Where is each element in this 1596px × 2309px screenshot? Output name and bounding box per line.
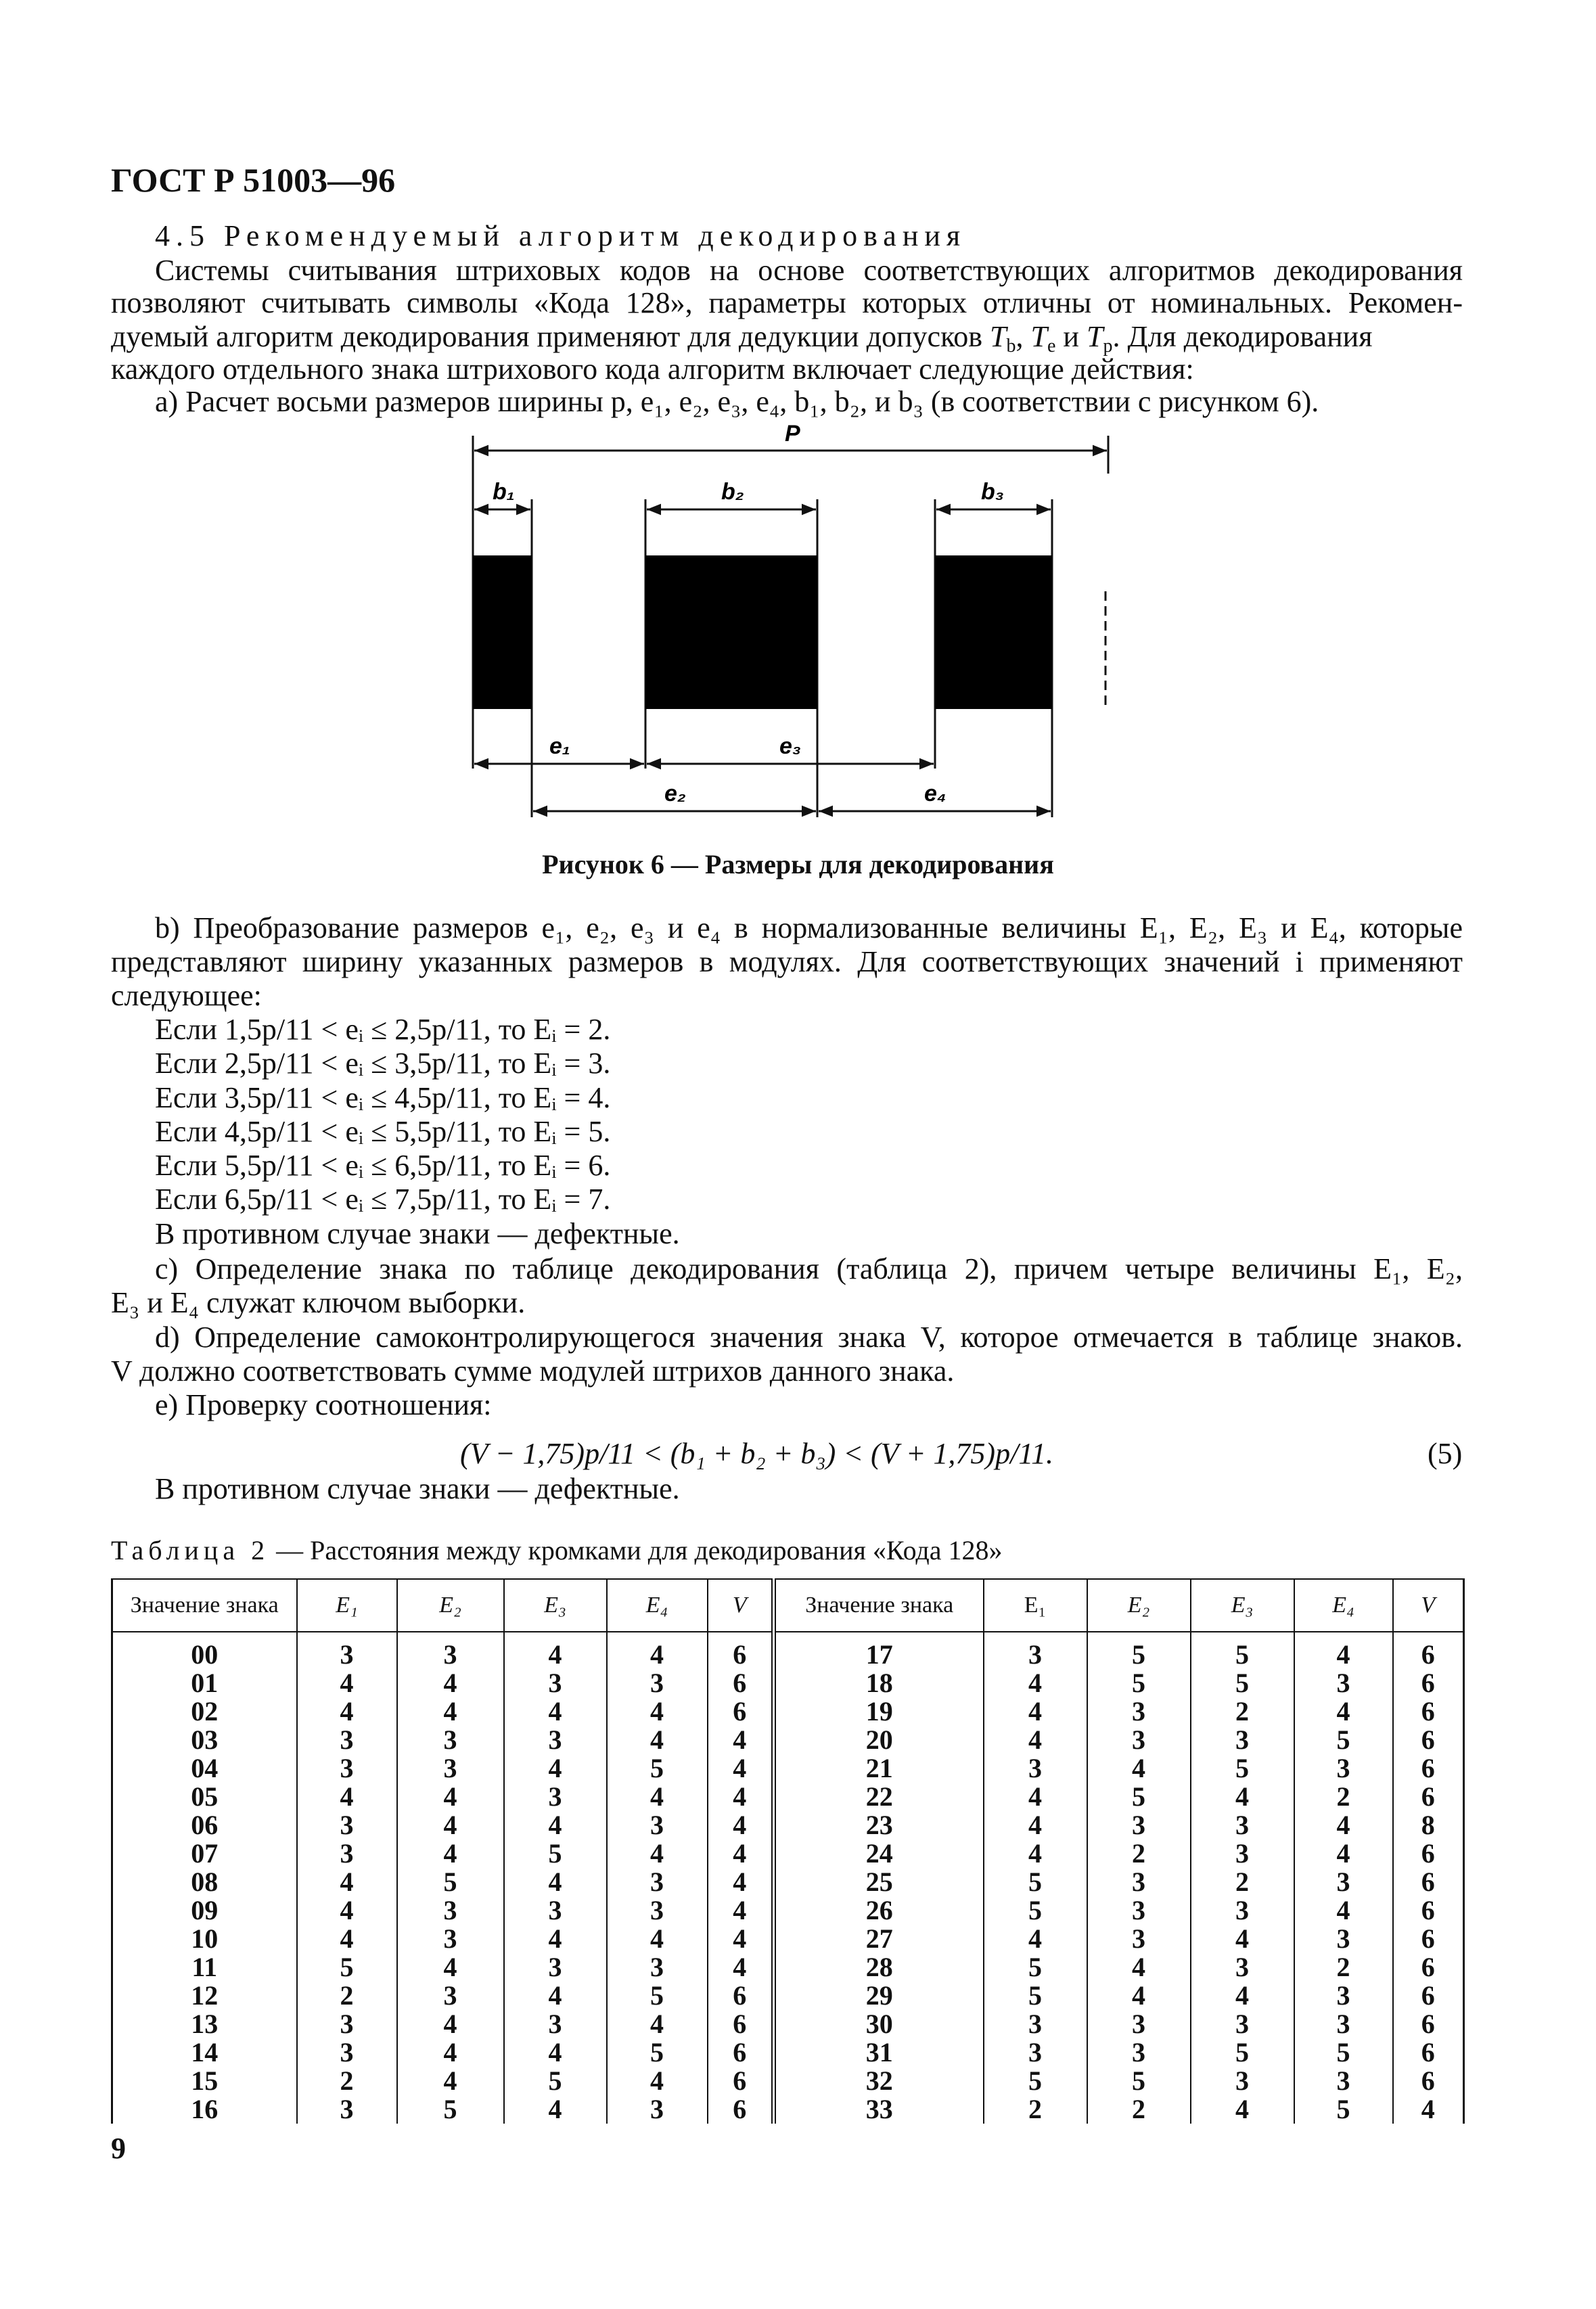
cell-e1: 4	[297, 1868, 397, 1896]
intro-line: позволяют считывать символы «Кода 128», параметры которых отличны от номинальных. Рекомен-	[111, 286, 1463, 319]
label-e4: e₄	[924, 781, 947, 806]
cell-e4: 5	[1294, 2038, 1393, 2067]
cell-e1: 2	[984, 2095, 1087, 2124]
cell-e2: 3	[397, 1982, 504, 2010]
cell-v: 6	[708, 1669, 774, 1697]
cell-e4: 4	[607, 2067, 708, 2095]
cell-v: 4	[708, 1925, 774, 1953]
cell-symbol-value: 25	[774, 1868, 984, 1896]
cell-e2: 4	[397, 2010, 504, 2038]
cell-e2: 3	[397, 1754, 504, 1783]
cell-v: 6	[708, 2010, 774, 2038]
cell-e3: 4	[1191, 1925, 1294, 1953]
cell-e3: 4	[504, 2095, 607, 2124]
table-row	[112, 1726, 1464, 1754]
cell-v: 4	[708, 1953, 774, 1982]
cell-e4: 5	[607, 1754, 708, 1783]
cell-e1: 4	[984, 1783, 1087, 1811]
header-e1: E₁	[984, 1579, 1087, 1632]
cell-e4: 5	[1294, 1726, 1393, 1754]
cell-symbol-value: 21	[774, 1754, 984, 1783]
cell-e1: 4	[297, 1697, 397, 1726]
cell-e4: 3	[607, 1953, 708, 1982]
table-body	[112, 1632, 1464, 2124]
step-c-line: с) Определение знака по таблице декодирования (таблица 2), причем четыре величины E₁, E₂,	[155, 1252, 1463, 1285]
table-row	[112, 1839, 1464, 1868]
cell-symbol-value: 26	[774, 1896, 984, 1925]
cell-symbol-value: 32	[774, 2067, 984, 2095]
cell-e4: 2	[1294, 1783, 1393, 1811]
header-e2: E₂	[397, 1579, 504, 1632]
header-e1: E₁	[297, 1579, 397, 1632]
table-caption	[111, 1533, 1003, 1568]
cell-e1: 3	[297, 1811, 397, 1839]
cell-v: 6	[708, 2095, 774, 2124]
cell-e3: 3	[504, 1953, 607, 1982]
cell-e4: 3	[607, 1868, 708, 1896]
table-caption-text: — Расстояния между кромками для декодирования «Кода 128»	[269, 1535, 1003, 1565]
cell-e3: 5	[1191, 1632, 1294, 1669]
label-e2: e₂	[664, 781, 686, 806]
cell-symbol-value: 15	[112, 2067, 297, 2095]
cell-e4: 3	[1294, 2067, 1393, 2095]
step-b-line: представляют ширину указанных размеров в модулях. Для соответствующих значений i применяют	[111, 945, 1463, 978]
cell-v: 6	[1393, 2067, 1464, 2095]
figure-6-decoding-dimensions	[0, 406, 1596, 839]
cell-e1: 4	[984, 1726, 1087, 1754]
cell-v: 6	[708, 2038, 774, 2067]
var-t: T	[1086, 320, 1103, 353]
cell-e4: 5	[1294, 2095, 1393, 2124]
cell-v: 4	[708, 1868, 774, 1896]
cell-e1: 5	[984, 1982, 1087, 2010]
cell-e1: 4	[984, 1811, 1087, 1839]
cell-e2: 5	[1087, 1669, 1191, 1697]
cell-e1: 3	[297, 1754, 397, 1783]
cell-v: 6	[1393, 1982, 1464, 2010]
cell-e4: 3	[1294, 1754, 1393, 1783]
cell-v: 6	[708, 1632, 774, 1669]
cell-e4: 4	[1294, 1632, 1393, 1669]
cell-e2: 4	[1087, 1982, 1191, 2010]
cell-e3: 5	[504, 2067, 607, 2095]
step-a: а) Расчет восьми размеров ширины p, e₁, e₂, e₃, e₄, b₁, b₂, и b₃ (в соответствии с рисунком 6).	[155, 385, 1319, 418]
cell-e4: 3	[1294, 1982, 1393, 2010]
cell-symbol-value: 16	[112, 2095, 297, 2124]
label-b3: b₃	[981, 479, 1004, 505]
cell-e1: 3	[984, 2038, 1087, 2067]
cell-v: 6	[1393, 1754, 1464, 1783]
cell-e3: 5	[1191, 1669, 1294, 1697]
cell-e3: 4	[1191, 2095, 1294, 2124]
rule-line: Если 1,5p/11 < eᵢ ≤ 2,5p/11, то Eᵢ = 2.	[155, 1013, 611, 1046]
cell-v: 6	[1393, 1669, 1464, 1697]
cell-e2: 3	[1087, 2010, 1191, 2038]
cell-e3: 4	[504, 1697, 607, 1726]
document-id: ГОСТ Р 51003—96	[111, 161, 396, 199]
cell-e1: 5	[984, 1953, 1087, 1982]
cell-e2: 4	[1087, 1754, 1191, 1783]
cell-e2: 5	[1087, 2067, 1191, 2095]
cell-e3: 3	[1191, 1896, 1294, 1925]
cell-e4: 3	[1294, 1925, 1393, 1953]
table-row	[112, 1925, 1464, 1953]
header-v: V	[1393, 1579, 1464, 1632]
cell-e4: 3	[607, 1811, 708, 1839]
table-row	[112, 2067, 1464, 2095]
cell-e1: 3	[984, 1754, 1087, 1783]
cell-e3: 4	[504, 2038, 607, 2067]
label-e3: e₃	[779, 733, 802, 759]
cell-v: 6	[708, 1982, 774, 2010]
cell-e1: 4	[984, 1697, 1087, 1726]
rule-line: Если 3,5p/11 < eᵢ ≤ 4,5p/11, то Eᵢ = 4.	[155, 1081, 611, 1114]
cell-e3: 3	[1191, 1726, 1294, 1754]
otherwise-line: В противном случае знаки — дефектные.	[155, 1472, 680, 1505]
cell-symbol-value: 04	[112, 1754, 297, 1783]
cell-v: 6	[1393, 1953, 1464, 1982]
cell-v: 6	[1393, 1726, 1464, 1754]
table-row	[112, 1754, 1464, 1783]
cell-e3: 4	[504, 1811, 607, 1839]
cell-e4: 5	[607, 1982, 708, 2010]
step-d-line: V должно соответствовать сумме модулей штрихов данного знака.	[111, 1354, 955, 1388]
table-caption-label: Таблица 2	[111, 1535, 270, 1565]
cell-e3: 4	[1191, 1783, 1294, 1811]
cell-e4: 4	[607, 1632, 708, 1669]
cell-symbol-value: 23	[774, 1811, 984, 1839]
cell-e3: 4	[504, 1754, 607, 1783]
cell-e2: 3	[1087, 1697, 1191, 1726]
cell-e4: 3	[1294, 2010, 1393, 2038]
cell-e1: 3	[297, 1726, 397, 1754]
label-b1: b₁	[493, 479, 515, 505]
cell-e1: 3	[297, 1839, 397, 1868]
table-row	[112, 2095, 1464, 2124]
cell-e4: 4	[607, 1839, 708, 1868]
cell-symbol-value: 20	[774, 1726, 984, 1754]
header-e3: E₃	[1191, 1579, 1294, 1632]
cell-e2: 3	[397, 1925, 504, 1953]
step-c-line: E₃ и E₄ служат ключом выборки.	[111, 1286, 526, 1319]
header-e4: E₄	[1294, 1579, 1393, 1632]
cell-e4: 3	[607, 1669, 708, 1697]
table-row	[112, 1669, 1464, 1697]
table-row	[112, 1896, 1464, 1925]
cell-symbol-value: 02	[112, 1697, 297, 1726]
cell-symbol-value: 00	[112, 1632, 297, 1669]
cell-e4: 4	[607, 1783, 708, 1811]
cell-v: 6	[708, 1697, 774, 1726]
cell-symbol-value: 24	[774, 1839, 984, 1868]
step-e-line: е) Проверку соотношения:	[155, 1388, 492, 1421]
cell-e3: 3	[504, 2010, 607, 2038]
cell-e1: 4	[297, 1925, 397, 1953]
cell-symbol-value: 30	[774, 2010, 984, 2038]
var-t: T	[1030, 320, 1047, 353]
step-d-line: d) Определение самоконтролирующегося значения знака V, которое отмечается в таблице знаков.	[155, 1321, 1463, 1354]
cell-e3: 4	[504, 1868, 607, 1896]
cell-e3: 4	[504, 1982, 607, 2010]
cell-e2: 3	[397, 1632, 504, 1669]
cell-e1: 5	[984, 2067, 1087, 2095]
cell-v: 6	[1393, 1697, 1464, 1726]
cell-v: 6	[1393, 1868, 1464, 1896]
cell-e3: 4	[504, 1925, 607, 1953]
cell-symbol-value: 29	[774, 1982, 984, 2010]
cell-e2: 3	[1087, 1868, 1191, 1896]
label-b2: b₂	[721, 479, 744, 505]
page-number: 9	[111, 2132, 126, 2165]
cell-e2: 3	[397, 1726, 504, 1754]
cell-e1: 5	[984, 1896, 1087, 1925]
cell-e2: 5	[397, 2095, 504, 2124]
cell-e2: 3	[1087, 1726, 1191, 1754]
cell-e3: 5	[1191, 1754, 1294, 1783]
cell-e2: 3	[1087, 1811, 1191, 1839]
cell-symbol-value: 18	[774, 1669, 984, 1697]
cell-e3: 3	[1191, 2010, 1294, 2038]
header-e4: E₄	[607, 1579, 708, 1632]
cell-e2: 2	[1087, 2095, 1191, 2124]
cell-e1: 3	[984, 1632, 1087, 1669]
cell-e3: 5	[1191, 2038, 1294, 2067]
cell-e2: 4	[397, 1783, 504, 1811]
cell-e2: 3	[1087, 2038, 1191, 2067]
cell-e1: 5	[984, 1868, 1087, 1896]
cell-v: 4	[708, 1896, 774, 1925]
cell-e2: 4	[397, 2067, 504, 2095]
cell-v: 6	[1393, 2010, 1464, 2038]
table-header-row	[112, 1579, 1464, 1632]
intro-line	[111, 319, 1463, 355]
cell-v: 4	[708, 1726, 774, 1754]
cell-v: 8	[1393, 1811, 1464, 1839]
cell-e2: 3	[397, 1896, 504, 1925]
cell-v: 6	[1393, 2038, 1464, 2067]
cell-v: 6	[1393, 1783, 1464, 1811]
decoding-table	[111, 1578, 1465, 2124]
cell-e4: 4	[607, 2010, 708, 2038]
cell-e3: 3	[504, 1726, 607, 1754]
cell-e4: 4	[607, 1726, 708, 1754]
cell-symbol-value: 01	[112, 1669, 297, 1697]
cell-e3: 3	[1191, 2067, 1294, 2095]
bar-2	[645, 555, 817, 709]
cell-e2: 5	[397, 1868, 504, 1896]
cell-e1: 4	[297, 1669, 397, 1697]
cell-e1: 4	[297, 1783, 397, 1811]
intro-line: каждого отдельного знака штрихового кода алгоритм включает следующие действия:	[111, 352, 1194, 386]
cell-e1: 3	[297, 1632, 397, 1669]
cell-symbol-value: 27	[774, 1925, 984, 1953]
intro-text: дуемый алгоритм декодирования применяют для дедукции допусков	[111, 320, 990, 353]
figure-caption: Рисунок 6 — Размеры для декодирования	[542, 849, 1054, 879]
otherwise-line: В противном случае знаки — дефектные.	[155, 1217, 680, 1250]
cell-e2: 4	[1087, 1953, 1191, 1982]
cell-symbol-value: 10	[112, 1925, 297, 1953]
cell-e3: 4	[1191, 1982, 1294, 2010]
cell-e3: 5	[504, 1839, 607, 1868]
cell-e2: 4	[397, 2038, 504, 2067]
table-row	[112, 1953, 1464, 1982]
cell-symbol-value: 33	[774, 2095, 984, 2124]
cell-e2: 4	[397, 1669, 504, 1697]
intro-rest: . Для декодирования	[1112, 320, 1373, 353]
cell-e4: 4	[1294, 1697, 1393, 1726]
table-row	[112, 1982, 1464, 2010]
cell-e3: 3	[504, 1783, 607, 1811]
cell-e4: 3	[607, 1896, 708, 1925]
cell-e1: 2	[297, 1982, 397, 2010]
step-b-line: следующее:	[111, 979, 262, 1012]
sub-p: p	[1103, 336, 1113, 357]
cell-symbol-value: 09	[112, 1896, 297, 1925]
cell-e1: 4	[984, 1669, 1087, 1697]
cell-v: 6	[1393, 1632, 1464, 1669]
rule-line: Если 6,5p/11 < eᵢ ≤ 7,5p/11, то Eᵢ = 7.	[155, 1183, 611, 1216]
cell-e2: 3	[1087, 1896, 1191, 1925]
label-e1: e₁	[549, 733, 570, 759]
cell-symbol-value: 05	[112, 1783, 297, 1811]
cell-e4: 4	[607, 1925, 708, 1953]
cell-e1: 4	[984, 1839, 1087, 1868]
cell-e4: 4	[1294, 1839, 1393, 1868]
bar-1	[473, 555, 532, 709]
cell-e3: 3	[504, 1669, 607, 1697]
header-e2: E₂	[1087, 1579, 1191, 1632]
bar-3	[935, 555, 1052, 709]
header-e3: E₃	[504, 1579, 607, 1632]
intro-line: Системы считывания штриховых кодов на основе соответствующих алгоритмов декодирования	[155, 254, 1463, 287]
cell-e4: 4	[607, 1697, 708, 1726]
var-t: T	[990, 320, 1007, 353]
cell-e1: 4	[297, 1896, 397, 1925]
cell-v: 4	[708, 1754, 774, 1783]
cell-e4: 4	[1294, 1811, 1393, 1839]
cell-symbol-value: 11	[112, 1953, 297, 1982]
cell-v: 6	[1393, 1839, 1464, 1868]
cell-symbol-value: 07	[112, 1839, 297, 1868]
formula-5: (V − 1,75)p/11 < (b₁ + b₂ + b₃) < (V + 1,75)p/11.	[460, 1437, 1054, 1470]
cell-symbol-value: 12	[112, 1982, 297, 2010]
section-title: 4.5 Рекомендуемый алгоритм декодирования	[155, 219, 967, 252]
cell-e2: 5	[1087, 1783, 1191, 1811]
sub-e: e	[1047, 336, 1056, 357]
cell-v: 4	[708, 1811, 774, 1839]
cell-v: 6	[1393, 1925, 1464, 1953]
cell-e4: 5	[607, 2038, 708, 2067]
cell-e2: 4	[397, 1697, 504, 1726]
equation-number: (5)	[1428, 1437, 1463, 1470]
step-b-line: b) Преобразование размеров e₁, e₂, e₃ и e₄ в нормализованные величины E₁, E₂, E₃ и E₄, которые	[155, 911, 1463, 944]
table-row	[112, 1868, 1464, 1896]
cell-symbol-value: 06	[112, 1811, 297, 1839]
cell-symbol-value: 17	[774, 1632, 984, 1669]
cell-symbol-value: 22	[774, 1783, 984, 1811]
table-row	[112, 2010, 1464, 2038]
rule-line: Если 2,5p/11 < eᵢ ≤ 3,5p/11, то Eᵢ = 3.	[155, 1047, 611, 1080]
table-row	[112, 1697, 1464, 1726]
cell-e4: 2	[1294, 1953, 1393, 1982]
cell-e4: 3	[607, 2095, 708, 2124]
cell-e2: 4	[397, 1811, 504, 1839]
cell-e1: 5	[297, 1953, 397, 1982]
table-row	[112, 1632, 1464, 1669]
cell-e1: 2	[297, 2067, 397, 2095]
and: и	[1055, 320, 1087, 353]
cell-symbol-value: 14	[112, 2038, 297, 2067]
cell-e1: 4	[984, 1925, 1087, 1953]
cell-e3: 3	[1191, 1953, 1294, 1982]
cell-v: 6	[708, 2067, 774, 2095]
cell-symbol-value: 03	[112, 1726, 297, 1754]
cell-symbol-value: 19	[774, 1697, 984, 1726]
cell-e1: 3	[984, 2010, 1087, 2038]
cell-e2: 5	[1087, 1632, 1191, 1669]
rule-line: Если 5,5p/11 < eᵢ ≤ 6,5p/11, то Eᵢ = 6.	[155, 1149, 611, 1182]
comma: ,	[1016, 320, 1031, 353]
header-v: V	[708, 1579, 774, 1632]
cell-e2: 4	[397, 1953, 504, 1982]
cell-e3: 3	[504, 1896, 607, 1925]
cell-e1: 3	[297, 2038, 397, 2067]
cell-e3: 2	[1191, 1697, 1294, 1726]
table-row	[112, 1811, 1464, 1839]
cell-symbol-value: 28	[774, 1953, 984, 1982]
table-row	[112, 1783, 1464, 1811]
cell-e4: 4	[1294, 1896, 1393, 1925]
cell-v: 4	[1393, 2095, 1464, 2124]
rule-line: Если 4,5p/11 < eᵢ ≤ 5,5p/11, то Eᵢ = 5.	[155, 1115, 611, 1148]
cell-e3: 3	[1191, 1839, 1294, 1868]
header-symbol-value: Значение знака	[774, 1579, 984, 1632]
label-p: P	[785, 421, 800, 447]
cell-e2: 3	[1087, 1925, 1191, 1953]
cell-e3: 4	[504, 1632, 607, 1669]
cell-symbol-value: 31	[774, 2038, 984, 2067]
cell-v: 4	[708, 1839, 774, 1868]
cell-e4: 3	[1294, 1868, 1393, 1896]
cell-symbol-value: 08	[112, 1868, 297, 1896]
cell-e2: 4	[397, 1839, 504, 1868]
cell-e3: 3	[1191, 1811, 1294, 1839]
cell-e2: 2	[1087, 1839, 1191, 1868]
cell-e4: 3	[1294, 1669, 1393, 1697]
cell-v: 6	[1393, 1896, 1464, 1925]
header-symbol-value: Значение знака	[112, 1579, 297, 1632]
cell-e1: 3	[297, 2095, 397, 2124]
cell-e1: 3	[297, 2010, 397, 2038]
cell-v: 4	[708, 1783, 774, 1811]
cell-symbol-value: 13	[112, 2010, 297, 2038]
cell-e3: 2	[1191, 1868, 1294, 1896]
table-row	[112, 2038, 1464, 2067]
sub-b: b	[1006, 336, 1016, 357]
